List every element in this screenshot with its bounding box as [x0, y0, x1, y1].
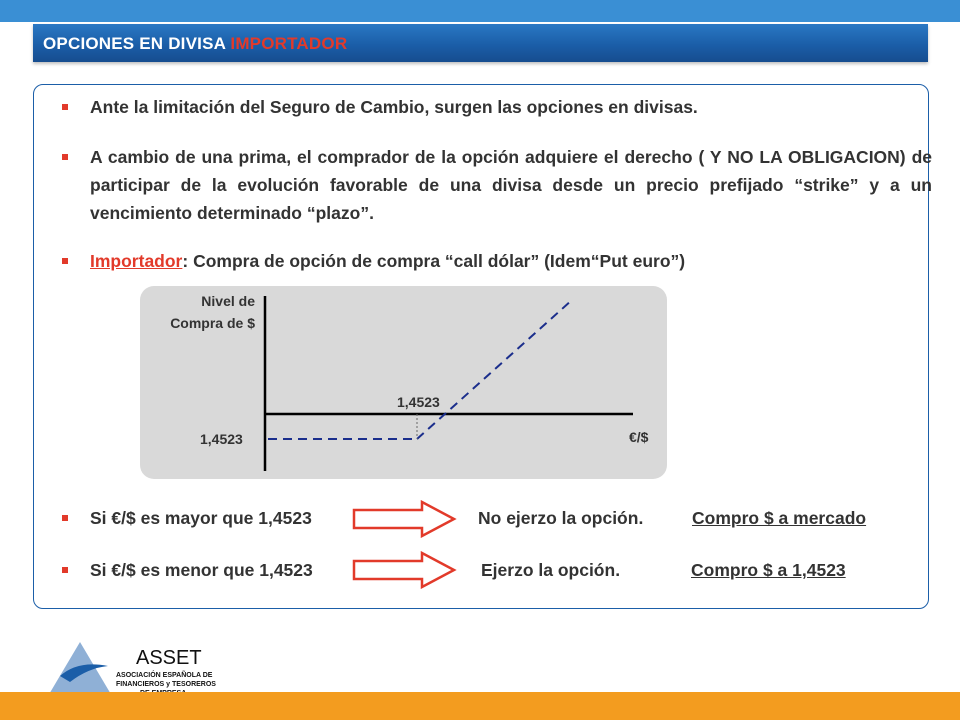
decision-result-1: No ejerzo la opción.: [478, 508, 644, 528]
page-title-main: OPCIONES EN DIVISA: [43, 34, 226, 53]
arrow-right-icon: [352, 500, 457, 538]
payoff-diagram-svg: [140, 286, 667, 479]
y-axis-label-line2: Compra de $: [170, 315, 255, 331]
bullet-marker: [62, 515, 68, 521]
payoff-rising-line: [417, 300, 572, 439]
x-axis-label: €/$: [629, 429, 649, 445]
importador-label: Importador: [90, 251, 183, 271]
decision-condition-1: Si €/$ es mayor que 1,4523: [90, 508, 312, 528]
page-title: [43, 34, 347, 54]
bullet-text-3: [90, 247, 685, 275]
strike-label-top: 1,4523: [397, 394, 440, 410]
title-bar: [33, 24, 928, 62]
importador-colon: :: [182, 251, 189, 271]
decision-action-1: Compro $ a mercado: [692, 508, 867, 528]
top-decorative-strip: [0, 0, 960, 22]
strike-label-left: 1,4523: [200, 431, 243, 447]
decision-result-2: Ejerzo la opción.: [481, 560, 621, 580]
bullet-text-2: A cambio de una prima, el comprador de la opción adquiere el derecho ( Y NO LA OBLIGACION) de participar de la evolución favorable de una divisa desde un precio prefijado “strike” y a un vencimiento determinado “plazo”.: [90, 147, 932, 223]
bullet-marker: [62, 104, 68, 110]
asset-logo-mark: [40, 638, 223, 700]
bullet-marker: [62, 154, 68, 160]
content-panel: [33, 84, 932, 609]
logo-subtitle-line2: FINANCIEROS y TESOREROS: [116, 681, 216, 688]
bullet-text-1: Ante la limitación del Seguro de Cambio, surgen las opciones en divisas.: [90, 97, 698, 117]
asset-logo: [40, 638, 223, 700]
decision-action-2: Compro $ a 1,4523: [691, 560, 846, 580]
bullet-marker: [62, 567, 68, 573]
arrow-right-icon: [352, 551, 457, 589]
bottom-decorative-strip: [0, 692, 960, 720]
page-title-accent: IMPORTADOR: [230, 34, 348, 53]
payoff-diagram: [140, 286, 667, 479]
bullet-marker: [62, 258, 68, 264]
decision-condition-2: Si €/$ es menor que 1,4523: [90, 560, 313, 580]
logo-name: ASSET: [136, 647, 202, 669]
importador-description: Compra de opción de compra “call dólar” (Idem“Put euro”): [188, 251, 686, 271]
y-axis-label-line1: Nivel de: [201, 293, 255, 309]
logo-subtitle-line1: ASOCIACIÓN ESPAÑOLA DE: [116, 672, 213, 679]
